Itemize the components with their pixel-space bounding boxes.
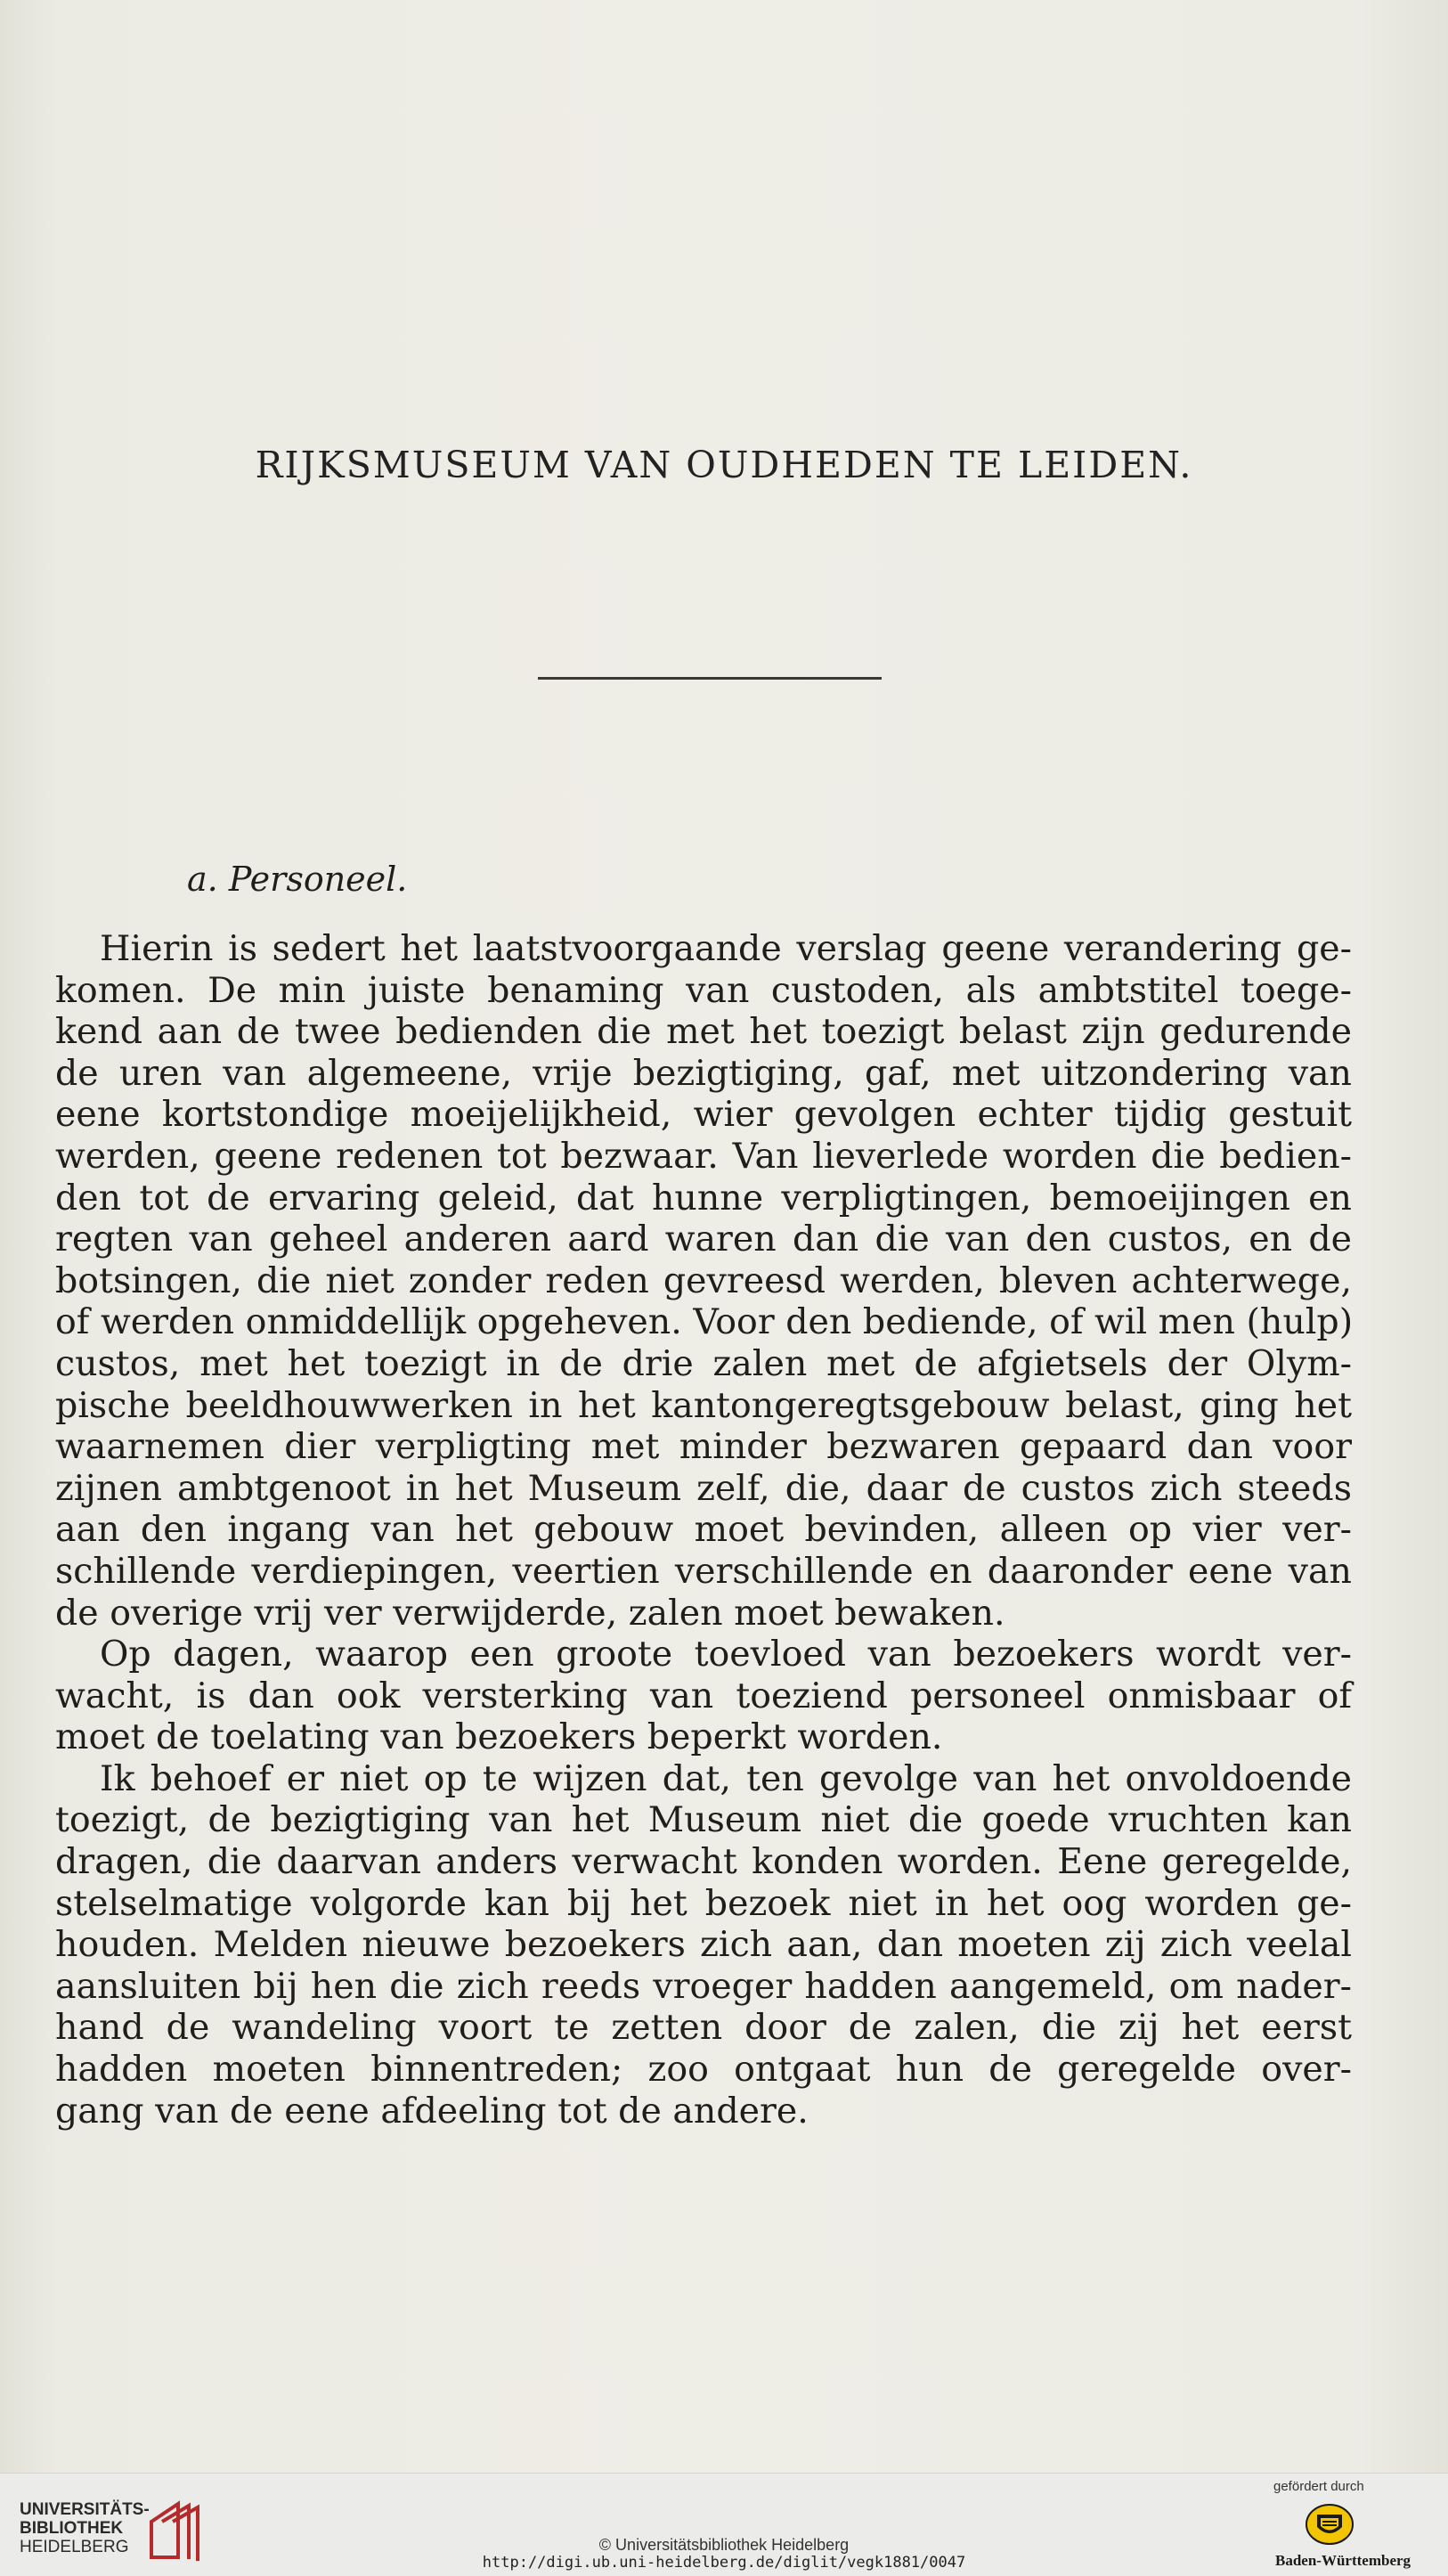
text-line: zijnen ambtgenoot in het Museum zelf, die, daar de custos zich steeds xyxy=(55,1467,1352,1509)
page-title: RIJKSMUSEUM VAN OUDHEDEN TE LEIDEN. xyxy=(255,444,1193,486)
text-line: dragen, die daarvan anders verwacht konden worden. Eene geregelde, xyxy=(55,1841,1352,1883)
text-line: kend aan de twee bedienden die met het toezigt belast zijn gedurende xyxy=(55,1011,1352,1053)
text-line: moet de toelating van bezoekers beperkt worden. xyxy=(55,1716,943,1758)
funder-name: Baden-Württemberg xyxy=(1275,2552,1411,2569)
text-line: de uren van algemeene, vrije bezigtiging, gaf, met uitzondering van xyxy=(55,1052,1352,1094)
text-line: hadden moeten binnentreden; zoo ontgaat hun de geregelde over- xyxy=(55,2049,1352,2091)
funded-by-label: gefördert durch xyxy=(1273,2479,1364,2494)
title-rule xyxy=(538,677,882,680)
copyright-notice: © Universitätsbibliothek Heidelberg xyxy=(598,2536,850,2554)
text-line: eene kortstondige moeijelijkheid, wier gevolgen echter tijdig gestuit xyxy=(55,1094,1352,1136)
text-line: custos, met het toezigt in de drie zalen met de afgietsels der Olym- xyxy=(55,1342,1352,1384)
text-line: pische beeldhouwwerken in het kantongeregtsgebouw belast, ging het xyxy=(55,1384,1352,1426)
text-line: wacht, is dan ook versterking van toeziend personeel onmisbaar of xyxy=(55,1675,1352,1716)
text-line: den tot de ervaring geleid, dat hunne verpligtingen, bemoeijingen en xyxy=(55,1177,1352,1219)
body-text xyxy=(55,928,1352,2132)
text-line: stelselmatige volgorde kan bij het bezoek niet in het oog worden ge- xyxy=(55,1882,1352,1924)
text-line: hand de wandeling voort te zetten door de zalen, die zij het eerst xyxy=(55,2007,1352,2049)
text-line: houden. Melden nieuwe bezoekers zich aan, dan moeten zij zich veelal xyxy=(55,1924,1352,1966)
permalink-url[interactable]: http://digi.ub.uni-heidelberg.de/diglit/vegk1881/0047 xyxy=(482,2554,966,2572)
footer-bar xyxy=(0,2473,1448,2576)
text-line: schillende verdiepingen, veertien verschillende en daaronder eene van xyxy=(55,1550,1352,1592)
text-line: Ik behoef er niet op te wijzen dat, ten gevolge van het onvoldoende xyxy=(100,1757,1352,1799)
text-line: komen. De min juiste benaming van custoden, als ambtstitel toege- xyxy=(55,969,1352,1011)
library-name-line1: UNIVERSITÄTS- xyxy=(20,2500,150,2519)
text-line: Hierin is sedert het laatstvoorgaande verslag geene verandering ge- xyxy=(100,928,1352,969)
text-line: aansluiten bij hen die zich reeds vroeger hadden aangemeld, om nader- xyxy=(55,1965,1352,2007)
text-line: botsingen, die niet zonder reden gevreesd werden, bleven achterwege, xyxy=(55,1259,1352,1301)
library-name-line2: BIBLIOTHEK xyxy=(20,2519,124,2538)
text-line: de overige vrij ver verwijderde, zalen moet bewaken. xyxy=(55,1592,1005,1634)
section-heading: a. Personeel. xyxy=(187,860,408,899)
text-line: aan den ingang van het gebouw moet bevinden, alleen op vier ver- xyxy=(55,1509,1352,1551)
text-line: gang van de eene afdeeling tot de andere. xyxy=(55,2090,809,2132)
text-line: Op dagen, waarop een groote toevloed van bezoekers wordt ver- xyxy=(100,1634,1352,1675)
baden-wuerttemberg-emblem-icon xyxy=(1305,2502,1354,2547)
text-line: werden, geene redenen tot bezwaar. Van lieverlede worden die bedien- xyxy=(55,1135,1352,1177)
library-name-line3: HEIDELBERG xyxy=(20,2538,129,2556)
text-line: of werden onmiddellijk opgeheven. Voor den bediende, of wil men (hulp) xyxy=(55,1301,1354,1343)
text-line: waarnemen dier verpligting met minder bezwaren gepaard dan voor xyxy=(55,1426,1352,1468)
text-line: toezigt, de bezigtiging van het Museum niet die goede vruchten kan xyxy=(55,1799,1352,1841)
text-line: regten van geheel anderen aard waren dan die van den custos, en de xyxy=(55,1219,1352,1260)
